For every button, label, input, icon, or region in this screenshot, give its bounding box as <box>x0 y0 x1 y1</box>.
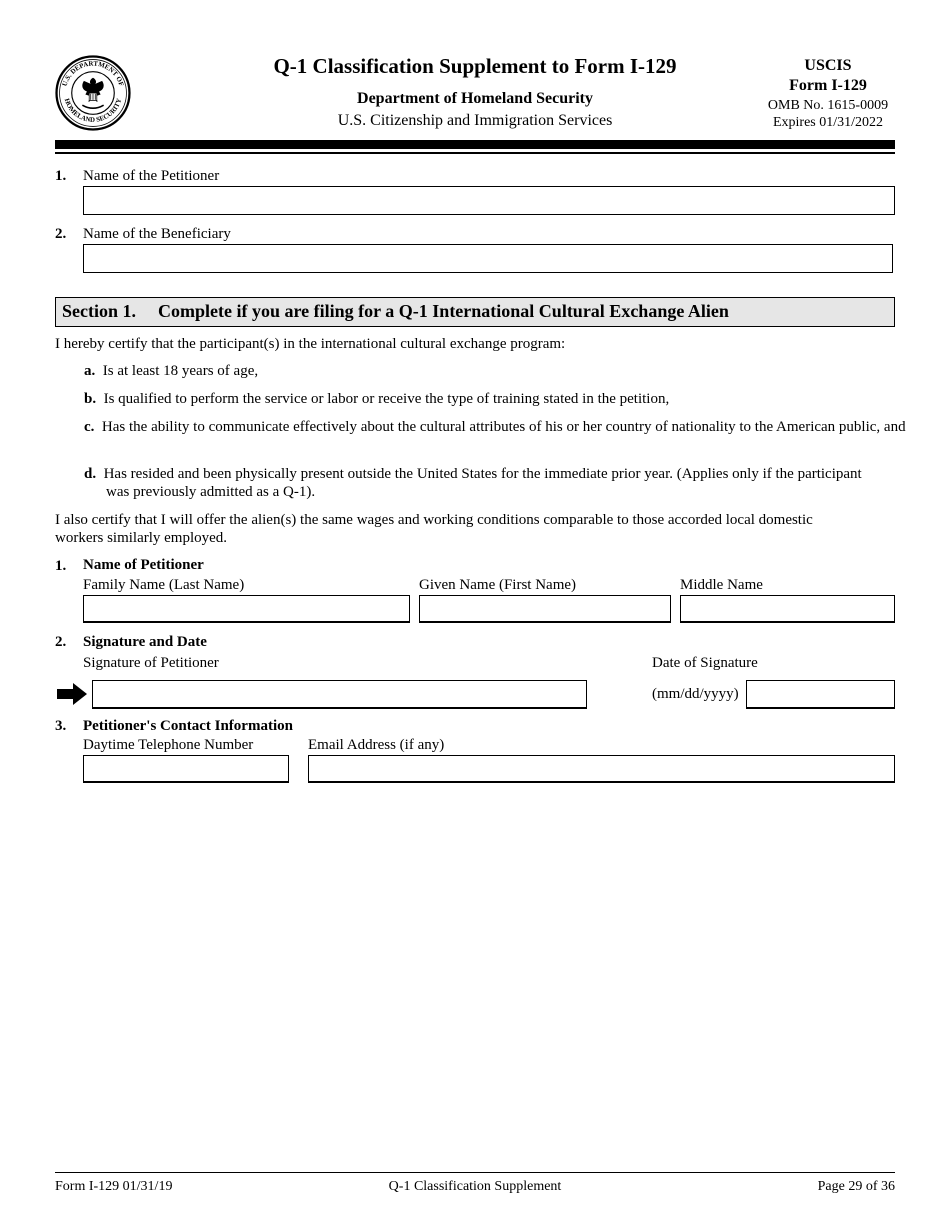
expiration-date: Expires 01/31/2022 <box>772 115 884 130</box>
email-field[interactable] <box>308 755 895 783</box>
given-name-label: Given Name (First Name) <box>419 577 577 593</box>
list-item-a-letter: a. <box>84 363 96 379</box>
list-item-b <box>84 390 874 408</box>
footer-form-edition: Form I-129 01/31/19 <box>55 1179 173 1194</box>
q1-number: 1. <box>55 168 67 184</box>
uscis-block <box>760 56 896 96</box>
email-label: Email Address (if any) <box>308 737 445 753</box>
q2-number: 2. <box>55 226 67 242</box>
page-title: Q-1 Classification Supplement to Form I-129 <box>273 54 677 78</box>
seal-text: U.S. DEPARTMENT OF <box>61 60 125 88</box>
petitioner-name-label: Name of the Petitioner <box>83 168 220 184</box>
footer-divider <box>55 1172 895 1173</box>
dhs-seal-icon <box>55 55 131 131</box>
s1-q2-number: 2. <box>55 634 67 650</box>
s1-q3-number: 3. <box>55 718 67 734</box>
middle-name-field[interactable] <box>680 595 895 623</box>
s1-q2-heading: Signature and Date <box>83 634 207 650</box>
agency-name: U.S. Citizenship and Immigration Services <box>337 112 613 129</box>
svg-text:HOMELAND SECURITY: HOMELAND SECURITY <box>62 97 124 124</box>
list-item-a <box>84 362 874 380</box>
s1-q3-heading: Petitioner's Contact Information <box>83 718 293 734</box>
family-name-label: Family Name (Last Name) <box>83 577 245 593</box>
header-divider-thick <box>55 140 895 149</box>
uscis-label: USCIS <box>804 57 852 74</box>
section-1-title: Complete if you are filing for a Q-1 International Cultural Exchange Alien <box>158 301 729 321</box>
list-item-c <box>84 418 906 436</box>
department-name: Department of Homeland Security <box>357 90 593 107</box>
list-item-c-letter: c. <box>84 419 95 435</box>
list-item-a-text: Is at least 18 years of age, <box>102 363 259 379</box>
signature-label: Signature of Petitioner <box>83 655 219 671</box>
beneficiary-name-label: Name of the Beneficiary <box>83 226 231 242</box>
arrow-right-icon <box>57 683 87 705</box>
omb-number: OMB No. 1615-0009 <box>767 98 889 113</box>
phone-field[interactable] <box>83 755 289 783</box>
section-1-header <box>55 297 895 327</box>
family-name-field[interactable] <box>83 595 410 623</box>
list-item-d-letter: d. <box>84 466 97 482</box>
certify-intro: I hereby certify that the participant(s) in the international cultural exchange program: <box>55 336 566 352</box>
petitioner-name-field[interactable] <box>83 186 895 215</box>
s1-q1-heading: Name of Petitioner <box>83 557 204 573</box>
date-format-label: (mm/dd/yyyy) <box>652 686 739 702</box>
middle-name-label: Middle Name <box>680 577 763 593</box>
omb-block <box>760 97 896 131</box>
signature-field[interactable] <box>92 680 587 709</box>
list-item-b-letter: b. <box>84 391 97 407</box>
list-item-c-text: Has the ability to communicate effectively about the cultural attributes of his or her country of nationality to the American public, and <box>101 419 906 435</box>
phone-label: Daytime Telephone Number <box>83 737 254 753</box>
certify-wages: I also certify that I will offer the alien(s) the same wages and working conditions comparable to those accorded local domestic workers similarly employed. <box>55 512 813 546</box>
list-item-d-text: Has resided and been physically present outside the United States for the immediate prior year. (Applies only if the participant was previously admitted as a Q-1). <box>103 466 862 500</box>
given-name-field[interactable] <box>419 595 671 623</box>
list-item-d <box>84 465 876 501</box>
form-number: Form I-129 <box>789 77 867 94</box>
section-1-number: Section 1. <box>62 301 136 321</box>
s1-q1-number: 1. <box>55 558 67 574</box>
footer-supplement-name: Q-1 Classification Supplement <box>388 1179 562 1194</box>
footer-page-number: Page 29 of 36 <box>817 1179 895 1194</box>
date-of-signature-label: Date of Signature <box>652 655 758 671</box>
list-item-b-text: Is qualified to perform the service or labor or receive the type of training stated in the petition, <box>103 391 670 407</box>
header-divider-thin <box>55 152 895 154</box>
beneficiary-name-field[interactable] <box>83 244 893 273</box>
date-of-signature-field[interactable] <box>746 680 895 709</box>
